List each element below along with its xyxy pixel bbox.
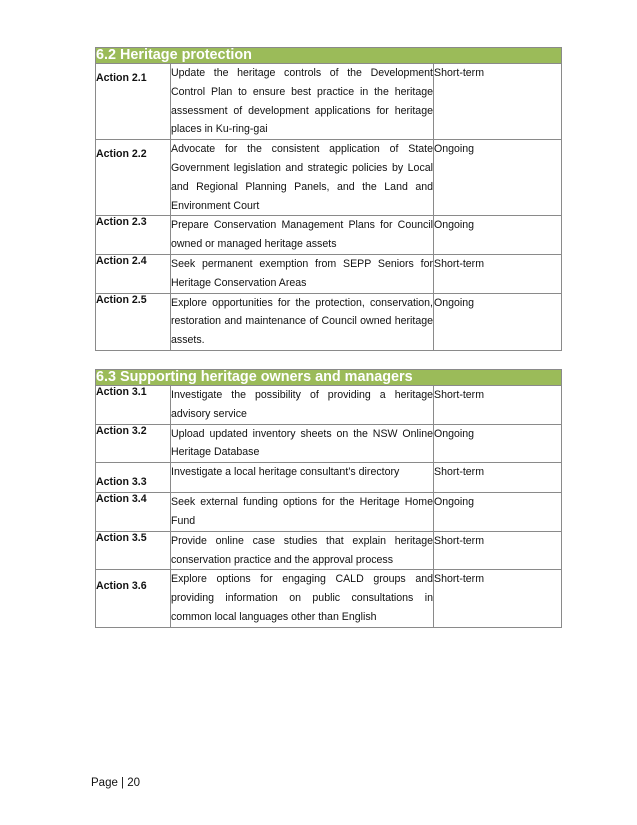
action-description: Upload updated inventory sheets on the NSW Online Heritage Database xyxy=(171,424,434,463)
action-id: Action 2.1 xyxy=(96,64,171,140)
action-term: Short-term xyxy=(434,531,562,570)
page-number: Page | 20 xyxy=(91,777,141,789)
action-term: Short-term xyxy=(434,570,562,627)
table-row xyxy=(96,293,562,350)
action-id: Action 3.1 xyxy=(96,386,171,425)
action-term: Ongoing xyxy=(434,493,562,532)
action-description: Update the heritage controls of the Development Control Plan to ensure best practice in the heritage assessment of development applications for heritage places in Ku-ring-gai xyxy=(171,64,434,140)
table-row xyxy=(96,64,562,140)
action-id: Action 3.4 xyxy=(96,493,171,532)
action-term: Short-term xyxy=(434,386,562,425)
action-id: Action 3.6 xyxy=(96,570,171,627)
action-term: Short-term xyxy=(434,64,562,140)
action-term: Short-term xyxy=(434,254,562,293)
table-row xyxy=(96,493,562,532)
table-row xyxy=(96,463,562,493)
table-row xyxy=(96,570,562,627)
action-id: Action 3.5 xyxy=(96,531,171,570)
action-description: Investigate a local heritage consultant’s directory xyxy=(171,463,434,493)
table-row xyxy=(96,531,562,570)
table-row xyxy=(96,216,562,255)
action-id: Action 2.5 xyxy=(96,293,171,350)
action-id: Action 3.3 xyxy=(96,463,171,493)
action-id: Action 2.4 xyxy=(96,254,171,293)
table-row xyxy=(96,140,562,216)
supporting-owners-table xyxy=(95,369,562,628)
action-id: Action 3.2 xyxy=(96,424,171,463)
action-description: Prepare Conservation Management Plans for Council owned or managed heritage assets xyxy=(171,216,434,255)
table-row xyxy=(96,424,562,463)
action-term: Ongoing xyxy=(434,293,562,350)
action-description: Seek permanent exemption from SEPP Seniors for Heritage Conservation Areas xyxy=(171,254,434,293)
action-term: Ongoing xyxy=(434,424,562,463)
action-description: Explore opportunities for the protection, conservation, restoration and maintenance of Council owned heritage assets. xyxy=(171,293,434,350)
action-term: Short-term xyxy=(434,463,562,493)
action-description: Provide online case studies that explain heritage conservation practice and the approval process xyxy=(171,531,434,570)
action-id: Action 2.3 xyxy=(96,216,171,255)
table-row xyxy=(96,386,562,425)
action-description: Seek external funding options for the Heritage Home Fund xyxy=(171,493,434,532)
action-id: Action 2.2 xyxy=(96,140,171,216)
action-description: Advocate for the consistent application of State Government legislation and strategic policies by Local and Regional Planning Panels, and the Land and Environment Court xyxy=(171,140,434,216)
section-heading: 6.2 Heritage protection xyxy=(96,48,562,64)
heritage-protection-table xyxy=(95,47,562,351)
action-term: Ongoing xyxy=(434,216,562,255)
action-description: Explore options for engaging CALD groups and providing information on public consultations in common local languages other than English xyxy=(171,570,434,627)
action-description: Investigate the possibility of providing a heritage advisory service xyxy=(171,386,434,425)
table-row xyxy=(96,254,562,293)
action-term: Ongoing xyxy=(434,140,562,216)
section-heading: 6.3 Supporting heritage owners and managers xyxy=(96,370,562,386)
